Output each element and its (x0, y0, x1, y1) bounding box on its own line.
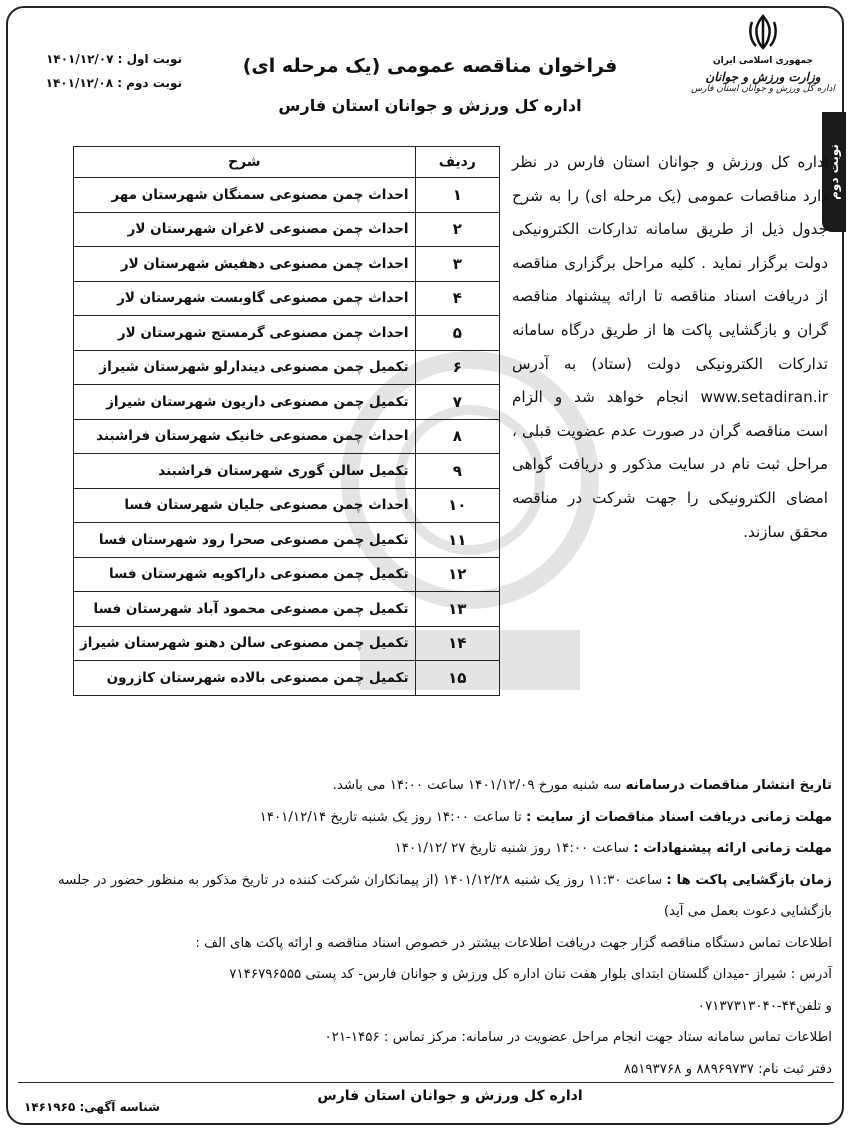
table-row (74, 419, 500, 454)
row-description: احداث چمن مصنوعی گاوبست شهرستان لار (74, 281, 416, 316)
table-row (74, 626, 500, 661)
column-header-description: شرح (74, 147, 416, 178)
row-description: احداث چمن مصنوعی سمنگان شهرستان مهر (74, 178, 416, 213)
row-description: تکمیل چمن مصنوعی داریون شهرستان شیراز (74, 385, 416, 420)
ad-identifier: شناسه آگهی: ۱۴۶۱۹۶۵ (24, 1100, 160, 1114)
phone-line: و تلفن۴۴-۰۷۱۳۷۳۱۳۰۴۰ (697, 998, 832, 1014)
intro-text-before: اداره کل ورزش و جوانان استان فارس در نظر دارد مناقصات عمومی (یک مرحله ای) را به شرح جدول ذیل از طریق سامانه تدارکات الکترونیکی دولت برگزار نماید . کلیه مراحل برگزاری مناقصه از دریافت اسناد مناقصه تا ارائه پیشنهاد مناقصه گران و بازگشایی پاکت ها از طریق درگاه سامانه تدارکات الکترونیکی دولت (ستاد) به آدرس (512, 153, 828, 373)
round-second: نوبت دوم : ۱۴۰۱/۱۲/۰۸ (45, 76, 182, 90)
footer-organization: اداره کل ورزش و جوانان استان فارس (317, 1088, 583, 1104)
row-number: ۳ (415, 247, 499, 282)
intro-paragraph (512, 146, 828, 549)
opening-line (24, 865, 832, 928)
setad-url-link[interactable]: www.setadiran.ir (700, 388, 828, 407)
table-row (74, 454, 500, 489)
table-row (74, 212, 500, 247)
address-line: آدرس : شیراز -میدان گلستان ابتدای بلوار هفت تنان اداره کل ورزش و جوانان فارس- کد پستی ۷۱۴۶۷۹۶۵۵۵ (229, 967, 832, 982)
row-number: ۱۳ (415, 592, 499, 627)
logo-department: اداره کل ورزش و جوانان استان فارس (691, 84, 835, 94)
publish-date-line (24, 770, 832, 802)
docs-label: مهلت زمانی دریافت اسناد مناقصات از سایت : (526, 809, 832, 825)
opening-value: ساعت ۱۱:۳۰ روز یک شنبه ۱۴۰۱/۱۲/۲۸ (از پیمانکاران شرکت کننده در تاریخ مذکور به منظور حضور در جلسه بازگشایی دعوت بعمل می آید) (58, 872, 832, 919)
table-row (74, 281, 500, 316)
footer-divider (18, 1082, 834, 1083)
publication-rounds (22, 52, 182, 100)
row-description: تکمیل چمن مصنوعی صحرا رود شهرستان فسا (74, 523, 416, 558)
row-description: تکمیل چمن مصنوعی دیندارلو شهرستان شیراز (74, 350, 416, 385)
row-description: احداث چمن مصنوعی گرمستج شهرستان لار (74, 316, 416, 351)
notice-subtitle: اداره کل ورزش و جوانان استان فارس (278, 96, 582, 115)
table-row (74, 488, 500, 523)
ministry-logo (688, 12, 838, 94)
row-description: تکمیل چمن مصنوعی داراکویه شهرستان فسا (74, 557, 416, 592)
setad-contact-line: اطلاعات تماس سامانه ستاد جهت انجام مراحل عضویت در سامانه: مرکز تماس : ۱۴۵۶-۰۲۱ (324, 1030, 832, 1045)
table-row (74, 523, 500, 558)
notice-title: فراخوان مناقصه عمومی (یک مرحله ای) (242, 55, 618, 77)
table-row (74, 385, 500, 420)
table-row (74, 247, 500, 282)
row-description: تکمیل سالن گوری شهرستان فراشبند (74, 454, 416, 489)
logo-ministry: وزارت ورزش و جوانان (705, 70, 821, 84)
registry-office-line: دفتر ثبت نام: ۸۸۹۶۹۷۳۷ و ۸۵۱۹۳۷۶۸ (623, 1061, 832, 1077)
docs-deadline-line (24, 802, 832, 834)
docs-value: تا ساعت ۱۴:۰۰ روز یک شنبه تاریخ ۱۴۰۱/۱۲/۱۴ (259, 809, 526, 825)
row-number: ۱۲ (415, 557, 499, 592)
table-row (74, 350, 500, 385)
row-number: ۱۱ (415, 523, 499, 558)
table-row (74, 592, 500, 627)
row-number: ۷ (415, 385, 499, 420)
row-description: تکمیل چمن مصنوعی سالن دهنو شهرستان شیراز (74, 626, 416, 661)
publish-value: سه شنبه مورخ ۱۴۰۱/۱۲/۰۹ ساعت ۱۴:۰۰ می باشد. (332, 778, 626, 793)
row-number: ۶ (415, 350, 499, 385)
round-first: نوبت اول : ۱۴۰۱/۱۲/۰۷ (46, 52, 182, 66)
offers-deadline-line (24, 833, 832, 865)
table-row (74, 557, 500, 592)
table-row (74, 178, 500, 213)
row-description: تکمیل چمن مصنوعی محمود آباد شهرستان فسا (74, 592, 416, 627)
table-header-row (74, 147, 500, 178)
tender-info (24, 770, 832, 1085)
row-number: ۲ (415, 212, 499, 247)
side-badge-label: نوبت دوم (827, 144, 841, 200)
row-number: ۹ (415, 454, 499, 489)
row-number: ۵ (415, 316, 499, 351)
table-row (74, 316, 500, 351)
opening-label: زمان بازگشایی پاکت ها : (666, 872, 832, 888)
intro-text-after: انجام خواهد شد و الزام است مناقصه گران در صورت عدم عضویت قبلی ، مراحل ثبت نام در سایت مذکور و دریافت گواهی امضای الکترونیکی را جهت شرکت در مناقصه محقق سازند. (512, 388, 828, 541)
contact-intro: اطلاعات تماس دستگاه مناقصه گزار جهت دریافت اطلاعات بیشتر در خصوص اسناد مناقصه و ارائه پاکت های الف : (195, 935, 832, 951)
row-number: ۱ (415, 178, 499, 213)
offers-label: مهلت زمانی ارائه پیشنهادات : (633, 841, 832, 856)
row-description: احداث چمن مصنوعی لاغران شهرستان لار (74, 212, 416, 247)
row-number: ۱۵ (415, 661, 499, 696)
row-description: احداث چمن مصنوعی دهفیش شهرستان لار (74, 247, 416, 282)
publish-label: تاریخ انتشار مناقصات درسامانه (625, 778, 832, 793)
column-header-number: ردیف (415, 147, 499, 178)
row-description: احداث چمن مصنوعی جلیان شهرستان فسا (74, 488, 416, 523)
row-number: ۴ (415, 281, 499, 316)
row-number: ۱۰ (415, 488, 499, 523)
tender-items-table (73, 146, 500, 696)
offers-value: ساعت ۱۴:۰۰ روز شنبه تاریخ ۲۷ /۱۴۰۱/۱۲ (394, 841, 634, 856)
logo-country: جمهوری اسلامی ایران (712, 56, 814, 66)
row-number: ۱۴ (415, 626, 499, 661)
row-description: تکمیل چمن مصنوعی بالاده شهرستان کازرون (74, 661, 416, 696)
table-row (74, 661, 500, 696)
iran-emblem-icon (746, 12, 780, 52)
row-description: احداث چمن مصنوعی خانیک شهرستان فراشبند (74, 419, 416, 454)
row-number: ۸ (415, 419, 499, 454)
